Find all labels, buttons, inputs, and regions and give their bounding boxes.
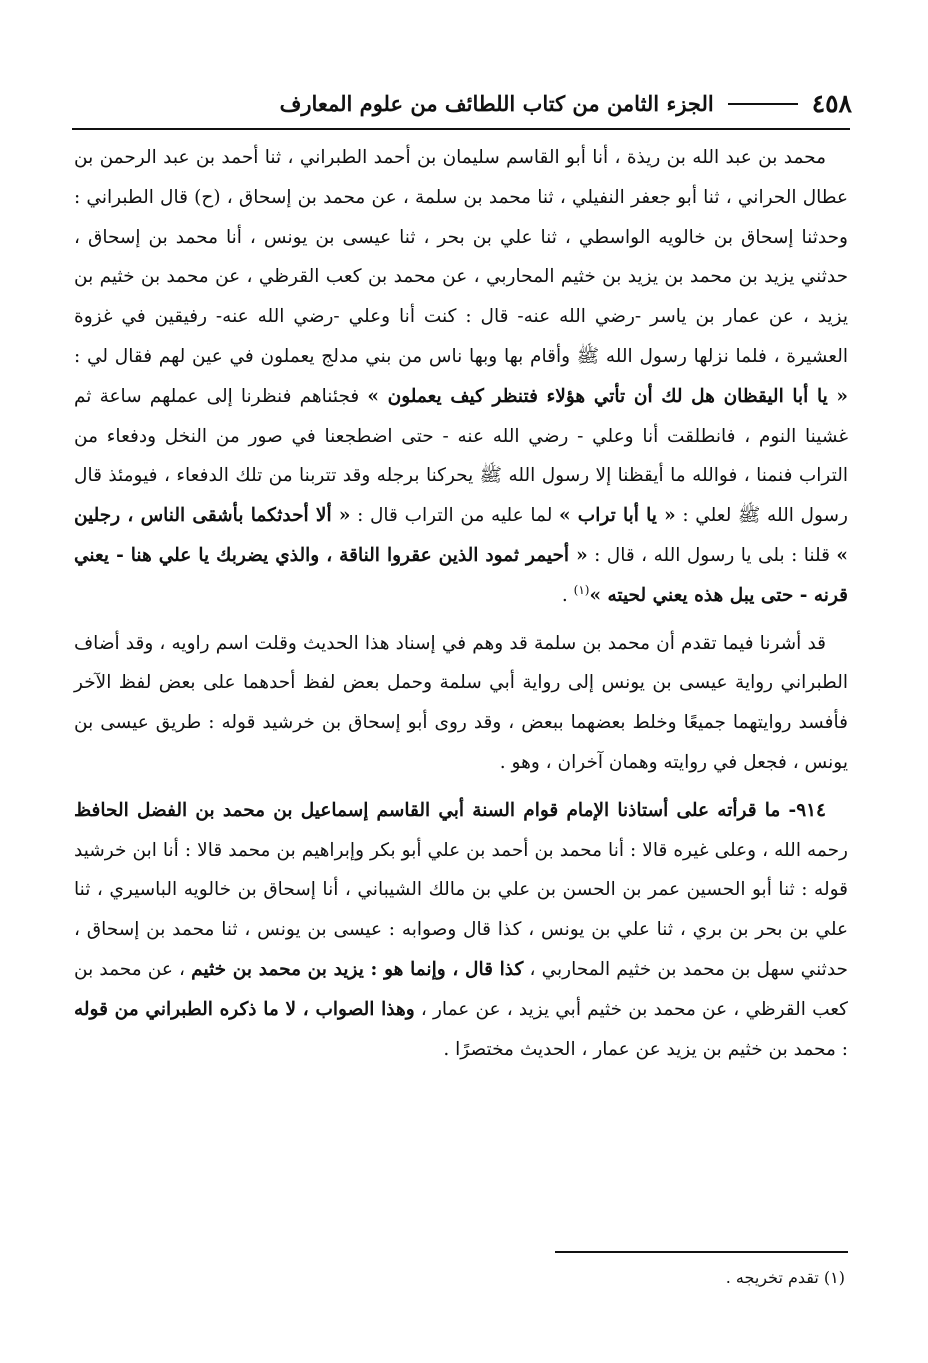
text-run: ، عن محمد بن كعب القرظي ، عن محمد بن خثيم أبي يزيد ، عن عمار ،: [74, 958, 848, 1020]
text-run: رحمه الله ، وعلى غيره قالا : أنا محمد بن أحمد بن علي أبو بكر وإبراهيم بن محمد قالا : أنا ابن خرشيد قوله : ثنا أبو الحسين عمر بن الحسن بن علي بن مالك الشيباني ، أنا إسحاق بن خالويه الباسيري ، ثنا علي بن بحر بن بري ، ثنا علي بن يونس ، كذا قال وصوابه : عيسى بن يونس ، ثنا محمد بن إسحاق ، حدثني سهل بن محمد بن خثيم المحاربي ،: [74, 839, 848, 980]
footnote-marker: (١): [573, 582, 590, 597]
paragraph-hadith-914: [74, 791, 848, 1070]
running-title: الجزء الثامن من كتاب اللطائف من علوم المعارف: [279, 90, 714, 116]
emphasis-run: كذا قال ، وإنما هو : يزيد بن محمد بن خثيم: [191, 958, 524, 980]
hadith-number-heading: ٩١٤- ما قرأته على أستاذنا الإمام قوام السنة أبي القاسم إسماعيل بن محمد بن الفضل الحافظ: [74, 799, 826, 821]
paragraph-commentary: قد أشرنا فيما تقدم أن محمد بن سلمة قد وهم في إسناد هذا الحديث وقلت اسم راويه ، وقد أضاف الطبراني رواية عيسى بن يونس إلى رواية أبي سلمة وحمل بعض لفظ أحدهما على بعض لفظ الآخر فأفسد روايتهما جميعًا وخلط بعضهما ببعض ، وقد روى أبو إسحاق بن خرشيد قوله : طريق عيسى بن يونس ، فجعل في روايته وهمان آخران ، وهو .: [74, 632, 848, 773]
header-dash-rule: [728, 103, 798, 105]
text-run: فجئناهم فنظرنا إلى عملهم ساعة ثم غشينا النوم ، فانطلقت أنا وعلي - رضي الله عنه - حتى اضطجعنا في صور من النخل ودفعاء من التراب فنمنا ، فوالله ما أيقظنا إلا رسول الله ﷺ يحركنا برجله وقد تتربنا من تلك الدفعاء ، فيومئذ قال رسول الله ﷺ لعلي :: [74, 385, 848, 527]
text-run: .: [561, 584, 574, 606]
header-divider: [72, 128, 850, 130]
text-run: لما عليه من التراب قال :: [357, 505, 553, 527]
page-number: ٤٥٨: [811, 88, 852, 118]
footnote-divider: [555, 1251, 848, 1253]
quote-run: « يا أبا تراب »: [559, 505, 676, 527]
quote-run: « أحيمر ثمود الذين عقروا الناقة ، والذي يضربك يا علي هنا - يعني قرنه - حتى يبل هذه يعني لحيته »: [74, 544, 848, 606]
paragraph-hadith: [74, 138, 848, 616]
page-header: [70, 82, 852, 124]
text-run: محمد بن عبد الله بن ريذة ، أنا أبو القاسم سليمان بن أحمد الطبراني ، ثنا أحمد بن عبد الرحمن بن عطال الحراني ، ثنا أبو جعفر النفيلي ، ثنا محمد بن سلمة ، عن محمد بن إسحاق ، (ح) قال الطبراني : وحدثنا إسحاق بن خالويه الواسطي ، ثنا علي بن بحر ، ثنا عيسى بن يونس ، أنا محمد بن إسحاق ، حدثني يزيد بن محمد بن يزيد بن خثيم المحاربي ، عن محمد بن كعب القرظي ، عن محمد بن خثيم بن يزيد ، عن عمار بن ياسر -رضي الله عنه- قال : كنت أنا وعلي -رضي الله عنه- رفيقين في غزوة العشيرة ، فلما نزلها رسول الله ﷺ وأقام بها وبها ناس من بني مدلج يعملون في عين لهم فقال لي :: [74, 147, 848, 367]
quote-run: « يا أبا اليقظان هل لك أن تأتي هؤلاء فتنظر كيف يعملون »: [367, 385, 848, 407]
footnote: (١) تقدم تخريجه .: [725, 1268, 845, 1287]
main-text: [74, 138, 848, 1069]
text-run: قلنا : بلى يا رسول الله ، قال :: [594, 544, 830, 566]
emphasis-run: وهذا الصواب ، لا ما ذكره الطبراني من قوله: [74, 998, 415, 1020]
quote-run: « ألا أحدثكما بأشقى الناس ، رجلين »: [74, 505, 848, 566]
text-run: : محمد بن خثيم بن يزيد عن عمار ، الحديث مختصرًا .: [443, 1038, 848, 1060]
